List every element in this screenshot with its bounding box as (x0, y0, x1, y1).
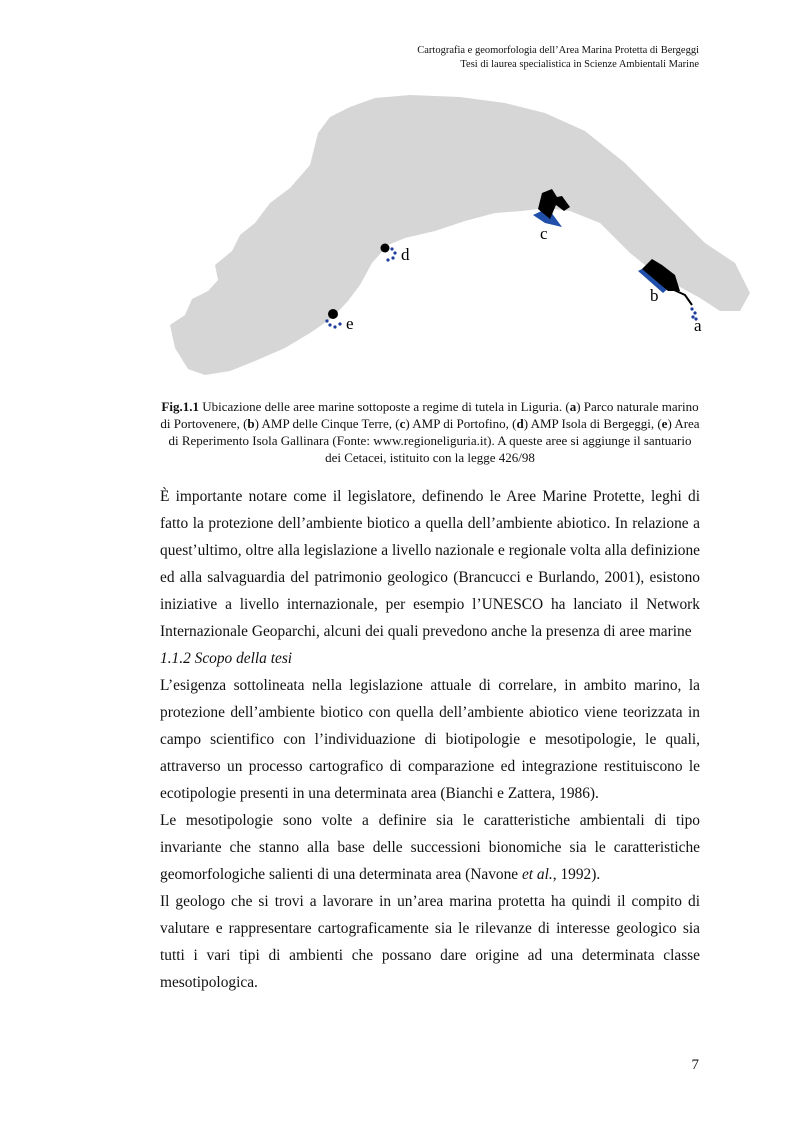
header-line-2: Tesi di laurea specialistica in Scienze Ambientali Marine (460, 59, 699, 70)
running-header (417, 44, 699, 72)
paragraph-1: È importante notare come il legislatore, definendo le Aree Marine Protette, leghi di fatto la protezione dell’ambiente biotico a quella dell’ambiente abiotico. In relazione a quest’ultimo, oltre alla legislazione a livello nazionale e regionale volta alla definizione ed alla salvaguardia del patrimonio geologico (Brancucci e Burlando, 2001), esistono iniziative a livello internazionale, per esempio l’UNESCO ha lanciato il Network Internazionale Geoparchi, alcuni dei quali prevedono anche la presenza di aree marine (160, 488, 700, 640)
protected-area-d-dot (381, 244, 390, 253)
map-label-e: e (346, 314, 354, 333)
paragraph-3: Le mesotipologie sono volte a definire sia le caratteristiche ambientali di tipo invariante che stanno alla base delle successioni bionomiche sia le caratteristiche geomorfologiche salienti di una determinata area (Navone et al., 1992). (160, 812, 700, 883)
figure-caption: Fig.1.1 Ubicazione delle aree marine sottoposte a regime di tutela in Liguria. (a) Parco naturale marino di Portovenere, (b) AMP delle Cinque Terre, (c) AMP di Portofino, (d) AMP Isola di Bergeggi, (e) Area di Reperimento Isola Gallinara (Fonte: www.regioneliguria.it). A queste aree si aggiunge il santuario dei Cetacei, istituito con la legge 426/98 (160, 399, 700, 465)
subsection-heading: 1.1.2 Scopo della tesi (160, 650, 293, 667)
paragraph-4: Il geologo che si trovi a lavorare in un’area marina protetta ha quindi il compito di valutare e rappresentare cartograficamente sia le rilevanze di interesse geologico sia tutti i vari tipi di ambienti che possano dare origine ad una determinata classe mesotipologica. (160, 893, 700, 991)
map-label-b: b (650, 286, 659, 305)
liguria-map-figure (160, 93, 750, 388)
protected-area-e-dot (328, 309, 338, 319)
header-line-1: Cartografia e geomorfologia dell’Area Marina Protetta di Bergeggi (417, 45, 699, 56)
paragraph-2: L’esigenza sottolineata nella legislazione attuale di correlare, in ambito marino, la protezione dell’ambiente biotico con quella dell’ambiente abiotico viene teorizzata in campo scientifico con l’individuazione di biotipologie e mesotipologie, le quali, attraverso un processo cartografico di comparazione ed integrazione restituiscono le ecotipologie presenti in una determinata area (Bianchi e Zattera, 1986). (160, 677, 700, 802)
marine-area-e-dots (325, 319, 341, 328)
liguria-land-shape (170, 95, 750, 375)
figure-number: Fig.1.1 (161, 399, 199, 414)
body-text (160, 483, 700, 996)
page-number: 7 (691, 1057, 699, 1073)
map-label-d: d (401, 245, 410, 264)
map-label-c: c (540, 224, 548, 243)
map-label-a: a (694, 316, 702, 335)
